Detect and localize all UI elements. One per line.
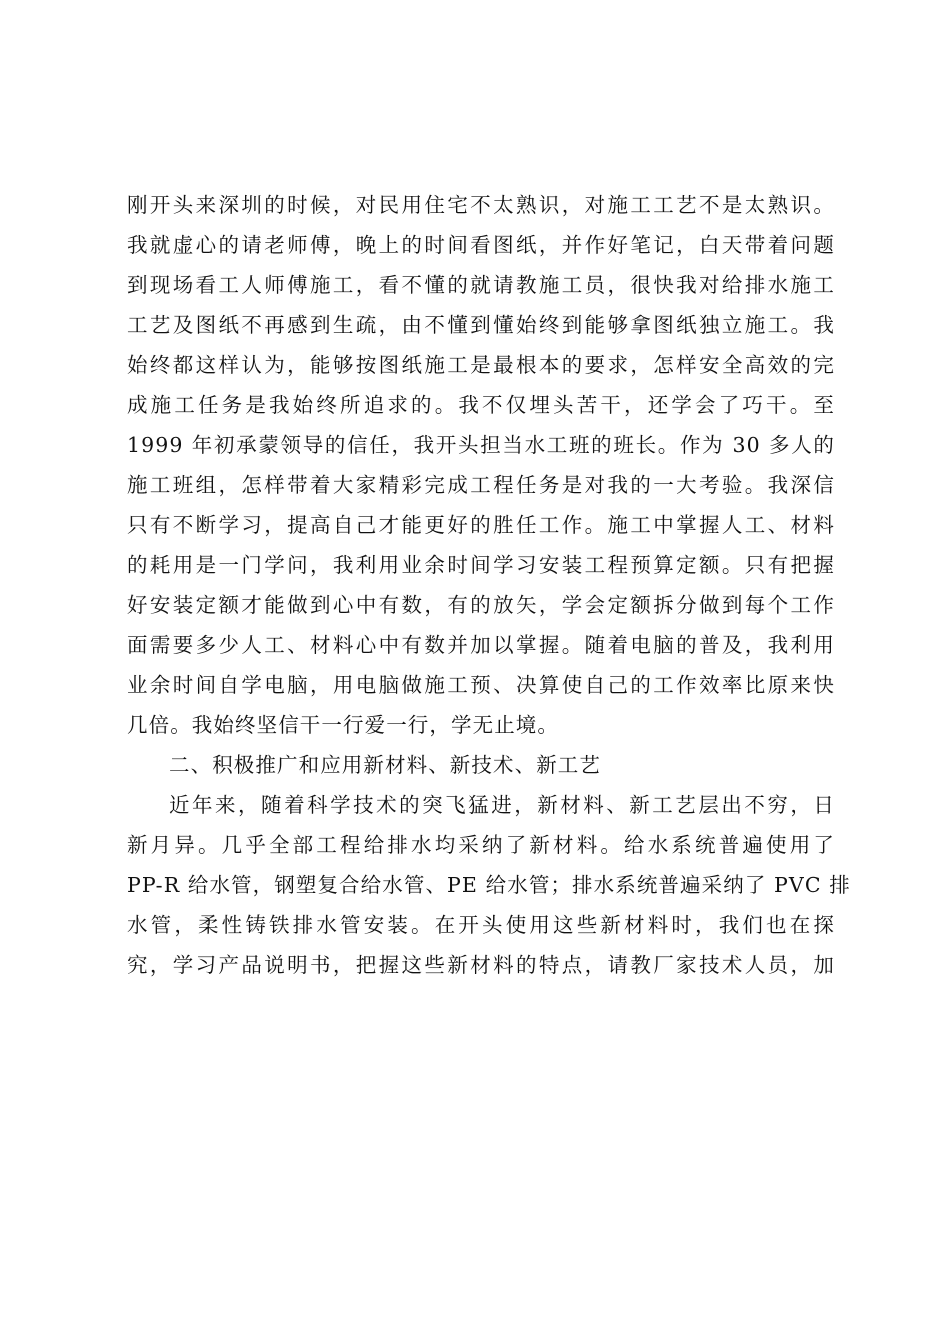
text-line: 1999 年初承蒙领导的信任，我开头担当水工班的班长。作为 30 多人的: [127, 433, 835, 457]
text-line: 施工班组，怎样带着大家精彩完成工程任务是对我的一大考验。我深信: [127, 473, 835, 497]
text-line: 我就虚心的请老师傅，晚上的时间看图纸，并作好笔记，白天带着问题: [127, 233, 835, 257]
text-line: 新月异。几乎全部工程给排水均采纳了新材料。给水系统普遍使用了: [127, 833, 835, 857]
text-line: 几倍。我始终坚信干一行爱一行，学无止境。: [127, 713, 559, 737]
text-line: 究，学习产品说明书，把握这些新材料的特点，请教厂家技术人员，加: [127, 953, 835, 977]
text-line: 好安装定额才能做到心中有数，有的放矢，学会定额拆分做到每个工作: [127, 593, 835, 617]
text-line: 近年来，随着科学技术的突飞猛进，新材料、新工艺层出不穷，日: [169, 793, 835, 817]
text-line: 只有不断学习，提高自己才能更好的胜任工作。施工中掌握人工、材料: [127, 513, 835, 537]
text-line: 的耗用是一门学问，我利用业余时间学习安装工程预算定额。只有把握: [127, 553, 835, 577]
text-line: 到现场看工人师傅施工，看不懂的就请教施工员，很快我对给排水施工: [127, 273, 835, 297]
text-line: 二、积极推广和应用新材料、新技术、新工艺: [169, 753, 601, 777]
text-line: 成施工任务是我始终所追求的。我不仅埋头苦干，还学会了巧干。至: [127, 393, 835, 417]
text-line: 面需要多少人工、材料心中有数并加以掌握。随着电脑的普及，我利用: [127, 633, 835, 657]
text-line: 刚开头来深圳的时候，对民用住宅不太熟识，对施工工艺不是太熟识。: [127, 193, 835, 217]
text-line: 始终都这样认为，能够按图纸施工是最根本的要求，怎样安全高效的完: [127, 353, 835, 377]
text-line: 工艺及图纸不再感到生疏，由不懂到懂始终到能够拿图纸独立施工。我: [127, 313, 835, 337]
text-line: 业余时间自学电脑，用电脑做施工预、决算使自己的工作效率比原来快: [127, 673, 835, 697]
body-text: [127, 185, 851, 985]
text-line: 水管，柔性铸铁排水管安装。在开头使用这些新材料时，我们也在探: [127, 913, 835, 937]
text-line: PP-R 给水管，钢塑复合给水管、PE 给水管；排水系统普遍采纳了 PVC 排: [127, 873, 851, 897]
